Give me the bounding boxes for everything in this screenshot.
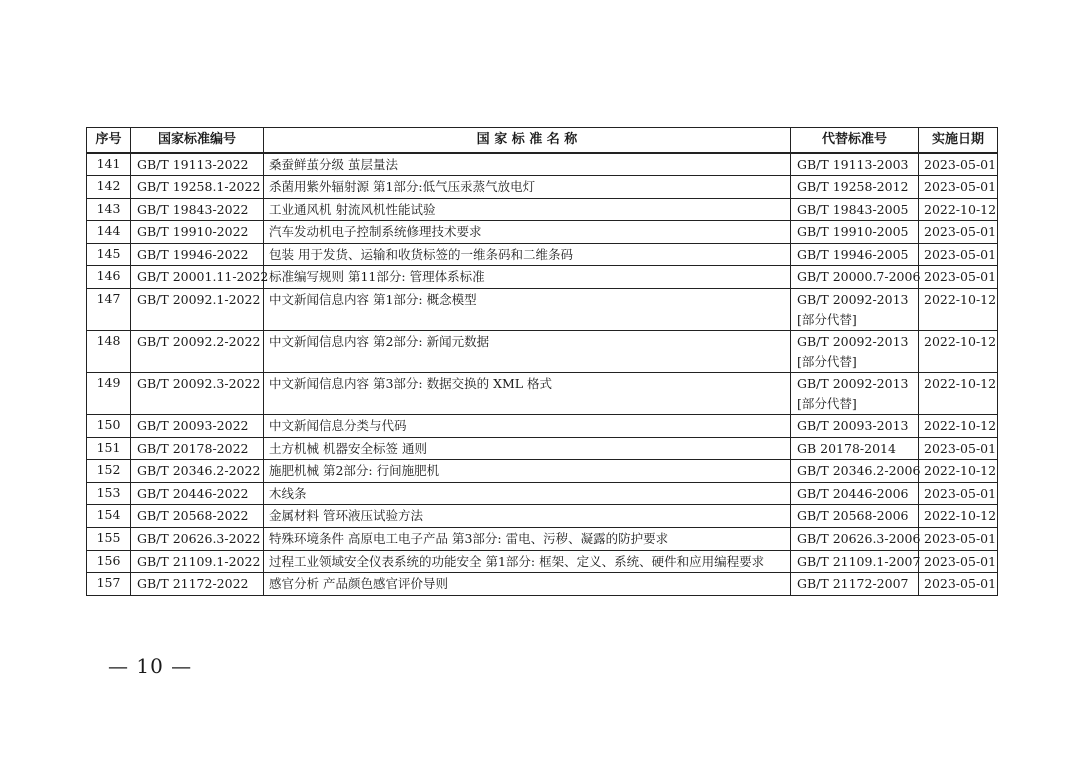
cell-seq: [87, 437, 131, 460]
cell-replaced-standard-text: GB/T 19946-2005: [797, 246, 909, 262]
cell-standard-name-text: 土方机械 机器安全标签 通则: [269, 440, 427, 456]
cell-standard-name: [264, 482, 791, 505]
cell-standard-name: [264, 243, 791, 266]
table-row: [87, 176, 998, 199]
cell-effective-date: [919, 198, 998, 221]
cell-effective-date-text: 2023-05-01: [924, 553, 997, 569]
header-replaced: 代替标准号: [791, 128, 919, 154]
standards-table: [86, 127, 998, 596]
cell-standard-code: [131, 266, 269, 289]
cell-standard-name-text: 包装 用于发货、运输和收货标签的一维条码和二维条码: [269, 246, 573, 262]
cell-effective-date: [919, 153, 998, 176]
cell-replaced-standard: [791, 528, 919, 551]
cell-seq-text: 141: [96, 156, 121, 171]
cell-standard-code: [131, 482, 264, 505]
cell-seq: [87, 505, 131, 528]
cell-seq-text: 147: [96, 291, 121, 307]
cell-effective-date: [919, 331, 998, 373]
cell-replaced-standard: [791, 550, 919, 573]
cell-standard-code-text: GB/T 19946-2022: [137, 246, 249, 262]
page-number: — 10 —: [108, 654, 193, 678]
cell-standard-name-text: 中文新闻信息分类与代码: [269, 418, 407, 434]
cell-replaced-standard-text: GB/T 20092-2013: [797, 292, 909, 308]
cell-seq-text: 149: [96, 375, 121, 391]
cell-standard-name-text: 木线条: [269, 485, 307, 501]
cell-effective-date: [919, 482, 998, 505]
cell-standard-code-text: GB/T 20092.2-2022: [137, 334, 261, 350]
cell-standard-code: [131, 243, 264, 266]
partial-replace-note: [部分代替]: [797, 396, 857, 412]
table-row: [87, 505, 998, 528]
cell-standard-code-text: GB/T 20626.3-2022: [137, 531, 261, 547]
cell-replaced-standard: [791, 505, 919, 528]
cell-seq-text: 157: [96, 575, 121, 591]
cell-standard-name: [264, 153, 791, 176]
cell-standard-code-text: GB/T 20001.11-2022: [137, 269, 269, 285]
cell-seq: [87, 460, 131, 483]
cell-standard-name: [264, 289, 791, 331]
cell-standard-code-text: GB/T 19843-2022: [137, 201, 249, 217]
cell-standard-code: [131, 460, 264, 483]
cell-standard-name-text: 中文新闻信息内容 第3部分: 数据交换的 XML 格式: [269, 376, 553, 392]
cell-effective-date: [919, 289, 998, 331]
cell-seq: [87, 221, 131, 244]
cell-seq: [87, 243, 131, 266]
cell-standard-code-text: GB/T 21109.1-2022: [137, 553, 261, 569]
cell-effective-date: [919, 460, 998, 483]
cell-standard-name: [264, 460, 791, 483]
cell-standard-code-text: GB/T 19910-2022: [137, 224, 249, 240]
cell-standard-code: [131, 505, 264, 528]
cell-seq-text: 151: [96, 439, 121, 455]
cell-standard-name-text: 中文新闻信息内容 第2部分: 新闻元数据: [269, 334, 490, 350]
cell-standard-code: [131, 528, 264, 551]
cell-effective-date-text: 2022-10-12: [924, 201, 997, 217]
cell-standard-code: [131, 573, 264, 596]
cell-standard-name: [264, 373, 791, 415]
cell-standard-name: [264, 550, 791, 573]
cell-standard-code: [131, 198, 264, 221]
cell-standard-name-text: 汽车发动机电子控制系统修理技术要求: [269, 224, 482, 240]
cell-standard-name: [264, 198, 791, 221]
cell-standard-code-text: GB/T 20568-2022: [137, 508, 249, 524]
cell-seq: [87, 415, 131, 438]
cell-standard-name-text: 杀菌用紫外辐射源 第1部分:低气压汞蒸气放电灯: [269, 179, 536, 195]
cell-effective-date-text: 2022-10-12: [924, 508, 997, 524]
cell-effective-date-text: 2023-05-01: [924, 576, 997, 592]
cell-replaced-standard-text: GB/T 20446-2006: [797, 485, 909, 501]
cell-effective-date: [919, 266, 998, 289]
cell-effective-date: [919, 573, 998, 596]
cell-standard-code-text: GB/T 20092.1-2022: [137, 292, 261, 308]
cell-seq-text: 142: [96, 178, 121, 194]
cell-effective-date: [919, 243, 998, 266]
cell-replaced-standard-text: GB/T 20346.2-2006: [797, 463, 921, 479]
cell-seq-text: 144: [96, 223, 121, 239]
cell-replaced-standard: [791, 460, 919, 483]
cell-replaced-standard-text: GB/T 20092-2013: [797, 334, 909, 350]
cell-effective-date-text: 2022-10-12: [924, 292, 997, 308]
cell-effective-date: [919, 221, 998, 244]
cell-standard-code: [131, 373, 264, 415]
cell-replaced-standard: [791, 331, 919, 373]
cell-effective-date: [919, 550, 998, 573]
table-row: [87, 528, 998, 551]
cell-effective-date-text: 2023-05-01: [924, 440, 997, 456]
cell-effective-date-text: 2023-05-01: [924, 224, 997, 240]
cell-standard-code: [131, 176, 264, 199]
cell-effective-date-text: 2023-05-01: [924, 269, 997, 285]
cell-seq-text: 146: [96, 268, 121, 284]
cell-effective-date-text: 2023-05-01: [924, 485, 997, 501]
cell-effective-date-text: 2022-10-12: [924, 463, 997, 479]
cell-replaced-standard: [791, 289, 919, 331]
cell-replaced-standard: [791, 243, 919, 266]
cell-effective-date: [919, 528, 998, 551]
cell-replaced-standard: [791, 437, 919, 460]
cell-seq: [87, 331, 131, 373]
cell-replaced-standard-text: GB/T 20093-2013: [797, 418, 909, 434]
cell-standard-code-text: GB/T 20092.3-2022: [137, 376, 261, 392]
cell-standard-name-text: 特殊环境条件 高原电工电子产品 第3部分: 雷电、污秽、凝露的防护要求: [269, 531, 669, 547]
cell-standard-name: [264, 415, 791, 438]
cell-effective-date-text: 2023-05-01: [924, 157, 997, 172]
cell-standard-code-text: GB/T 20446-2022: [137, 485, 249, 501]
header-seq: 序号: [87, 128, 131, 154]
cell-standard-name-text: 桑蚕鲜茧分级 茧层量法: [269, 157, 398, 172]
cell-standard-code: [131, 331, 264, 373]
cell-effective-date-text: 2023-05-01: [924, 246, 997, 262]
cell-replaced-standard: [791, 176, 919, 199]
cell-seq-text: 143: [96, 200, 121, 216]
cell-effective-date: [919, 437, 998, 460]
cell-standard-code-text: GB/T 19113-2022: [137, 157, 249, 172]
table-header-row: [87, 128, 998, 154]
table-row: [87, 221, 998, 244]
cell-standard-code-text: GB/T 21172-2022: [137, 576, 249, 592]
cell-seq-text: 155: [96, 530, 121, 546]
cell-replaced-standard: [791, 482, 919, 505]
cell-standard-code: [131, 289, 264, 331]
cell-replaced-standard-text: GB/T 20568-2006: [797, 508, 909, 524]
cell-standard-code-text: GB/T 19258.1-2022: [137, 179, 261, 195]
cell-replaced-standard: [791, 415, 919, 438]
cell-standard-name: [264, 505, 791, 528]
cell-replaced-standard-text: GB/T 21109.1-2007: [797, 553, 921, 569]
cell-standard-name: [264, 176, 791, 199]
cell-standard-name-text: 过程工业领域安全仪表系统的功能安全 第1部分: 框架、定义、系统、硬件和应用编程要求: [269, 553, 765, 569]
cell-effective-date: [919, 176, 998, 199]
header-code: 国家标准编号: [131, 128, 264, 154]
cell-seq: [87, 153, 131, 176]
cell-effective-date-text: 2022-10-12: [924, 418, 997, 434]
cell-replaced-standard-text: GB/T 20092-2013: [797, 376, 909, 392]
table-row: [87, 243, 998, 266]
table-row: [87, 415, 998, 438]
cell-standard-code: [131, 437, 264, 460]
table-row: [87, 550, 998, 573]
cell-effective-date: [919, 415, 998, 438]
table-row: [87, 460, 998, 483]
cell-standard-code: [131, 550, 264, 573]
cell-seq-text: 156: [96, 552, 121, 568]
table-row: [87, 482, 998, 505]
cell-replaced-standard-text: GB/T 21172-2007: [797, 576, 909, 592]
cell-standard-name-text: 感官分析 产品颜色感官评价导则: [269, 576, 448, 592]
cell-effective-date-text: 2023-05-01: [924, 179, 997, 195]
cell-replaced-standard: [791, 153, 919, 176]
cell-seq-text: 154: [96, 507, 121, 523]
cell-replaced-standard-text: GB/T 20000.7-2006: [797, 269, 921, 285]
cell-replaced-standard-text: GB/T 19843-2005: [797, 201, 909, 217]
cell-replaced-standard: [791, 373, 919, 415]
cell-replaced-standard: [791, 266, 919, 289]
cell-standard-name-text: 施肥机械 第2部分: 行间施肥机: [269, 463, 440, 479]
table-row: [87, 373, 998, 415]
table-row: [87, 153, 998, 176]
cell-standard-name: [264, 437, 791, 460]
cell-replaced-standard-text: GB/T 19113-2003: [797, 157, 909, 172]
table-row: [87, 289, 998, 331]
cell-seq-text: 150: [96, 417, 121, 433]
cell-seq: [87, 198, 131, 221]
cell-effective-date-text: 2022-10-12: [924, 376, 997, 392]
cell-standard-name-text: 中文新闻信息内容 第1部分: 概念模型: [269, 292, 477, 308]
table-row: [87, 331, 998, 373]
cell-standard-name: [264, 221, 791, 244]
cell-standard-name: [264, 266, 791, 289]
cell-standard-name: [264, 573, 791, 596]
partial-replace-note: [部分代替]: [797, 354, 857, 370]
table-row: [87, 198, 998, 221]
cell-standard-name-text: 标准编写规则 第11部分: 管理体系标准: [269, 269, 485, 285]
cell-effective-date: [919, 373, 998, 415]
cell-seq: [87, 373, 131, 415]
cell-standard-name-text: 工业通风机 射流风机性能试验: [269, 201, 436, 217]
cell-standard-name-text: 金属材料 管环液压试验方法: [269, 508, 423, 524]
cell-replaced-standard-text: GB 20178-2014: [797, 440, 896, 456]
cell-effective-date-text: 2023-05-01: [924, 531, 997, 547]
cell-seq: [87, 176, 131, 199]
cell-standard-code: [131, 153, 264, 176]
cell-replaced-standard-text: GB/T 19910-2005: [797, 224, 909, 240]
cell-effective-date: [919, 505, 998, 528]
cell-replaced-standard: [791, 221, 919, 244]
cell-seq: [87, 266, 131, 289]
cell-replaced-standard-text: GB/T 19258-2012: [797, 179, 909, 195]
cell-seq-text: 148: [96, 333, 121, 349]
cell-standard-code: [131, 415, 264, 438]
cell-effective-date-text: 2022-10-12: [924, 334, 997, 350]
cell-standard-name: [264, 528, 791, 551]
header-name: 国 家 标 准 名 称: [264, 128, 791, 154]
cell-seq: [87, 289, 131, 331]
cell-seq-text: 152: [96, 462, 121, 478]
cell-replaced-standard: [791, 573, 919, 596]
cell-seq: [87, 528, 131, 551]
cell-standard-code-text: GB/T 20346.2-2022: [137, 463, 261, 479]
cell-seq-text: 153: [96, 484, 121, 500]
table-row: [87, 573, 998, 596]
cell-seq: [87, 573, 131, 596]
partial-replace-note: [部分代替]: [797, 312, 857, 328]
table-row: [87, 266, 998, 289]
cell-standard-code: [131, 221, 264, 244]
header-date: 实施日期: [919, 128, 998, 154]
cell-standard-code-text: GB/T 20093-2022: [137, 418, 249, 434]
cell-standard-code-text: GB/T 20178-2022: [137, 440, 249, 456]
cell-seq: [87, 550, 131, 573]
cell-replaced-standard: [791, 198, 919, 221]
cell-seq-text: 145: [96, 245, 121, 261]
cell-replaced-standard-text: GB/T 20626.3-2006: [797, 531, 921, 547]
table-row: [87, 437, 998, 460]
cell-seq: [87, 482, 131, 505]
cell-standard-name: [264, 331, 791, 373]
